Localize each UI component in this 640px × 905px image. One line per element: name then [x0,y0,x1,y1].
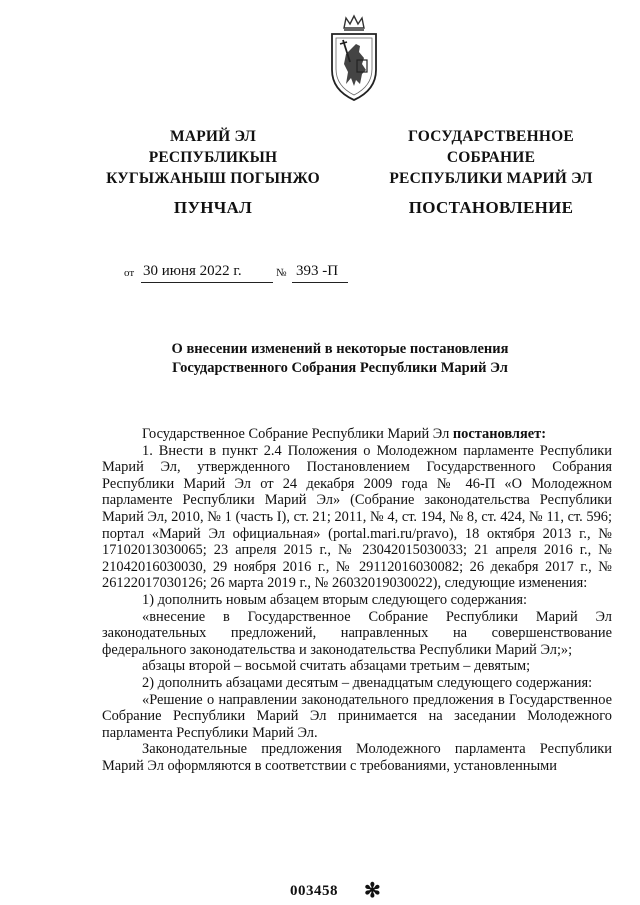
title-line: Государственного Собрания Республики Марий Эл [172,360,508,376]
paragraph-5: 2) дополнить абзацами десятым – двенадцатым следующего содержания: [142,674,593,691]
asterisk-icon: ✻ [364,880,382,902]
lead-text: Государственное Собрание Республики Марий Эл [142,426,453,442]
header-left-line: КУГЫЖАНЫШ ПОГЫНЖО [106,170,320,187]
document-number: 393 -П [292,260,348,283]
paragraph-3: «внесение в Государственное Собрание Республики Марий Эл законодательных предложений, направленных на совершенствование федерального законодательства и законодательства Республики Марий Эл;»; [102,608,612,658]
number-label: № [276,267,287,279]
paragraph-1: 1. Внести в пункт 2.4 Положения о Молодежном парламенте Республики Марий Эл, утвержденного Постановлением Государственного Собрания Республики Марий Эл от 24 декабря 2009 года № 46-П «О Молодежном парламенте Республики Марий Эл» (Собрание законодательства Республики Марий Эл, 2010, № 1 (часть I), ст. 21; 2011, № 4, ст. 194, № 8, ст. 424, № 11, ст. 596; портал «Марий Эл официальная» (portal.mari.ru/pravo), 18 октября 2013 г., № 17102013030065; 23 апреля 2015 г., № 23042015030033; 21 апреля 2016 г., № 21042016030030, 29 ноября 2016 г., № 29112016030082; 26 декабря 2017 г., № 26122017030126; 26 марта 2019 г., № 26032019030022), следующие изменения: [102,442,612,592]
header-right-line: РЕСПУБЛИКИ МАРИЙ ЭЛ [389,170,593,187]
coat-of-arms-icon [326,14,382,104]
header-right-line: ГОСУДАРСТВЕННОЕ [408,128,574,145]
header-left-line: МАРИЙ ЭЛ [170,128,256,145]
title-line: О внесении изменений в некоторые постановления [171,341,509,357]
serial-number: 003458 [290,883,338,899]
lead-bold: постановляет: [452,426,547,442]
from-label: от [124,267,135,279]
footer-serial [290,876,381,901]
paragraph-6: «Решение о направлении законодательного предложения в Государственное Собрание Республики Марий Эл принимается на заседании Молодежного парламента Республики Марий Эл. [102,691,612,741]
document-body [102,426,612,774]
doc-type-marii: ПУНЧАЛ [173,198,253,217]
paragraph-2: 1) дополнить новым абзацем вторым следующего содержания: [142,591,528,608]
header-right-line: СОБРАНИЕ [446,149,536,166]
document-title [130,340,550,378]
paragraph-7: Законодательные предложения Молодежного парламента Республики Марий Эл оформляются в соответствии с требованиями, установленными [102,741,612,774]
doc-type-russian: ПОСТАНОВЛЕНИЕ [408,198,574,217]
header-russian [366,126,616,189]
header-marii [104,126,322,189]
date-number-line [124,260,424,284]
lead-paragraph [102,426,612,443]
paragraph-4: абзацы второй – восьмой считать абзацами третьим – девятым; [142,658,531,675]
document-date: 30 июня 2022 г. [141,260,273,283]
header-left-line: РЕСПУБЛИКЫН [148,149,278,166]
